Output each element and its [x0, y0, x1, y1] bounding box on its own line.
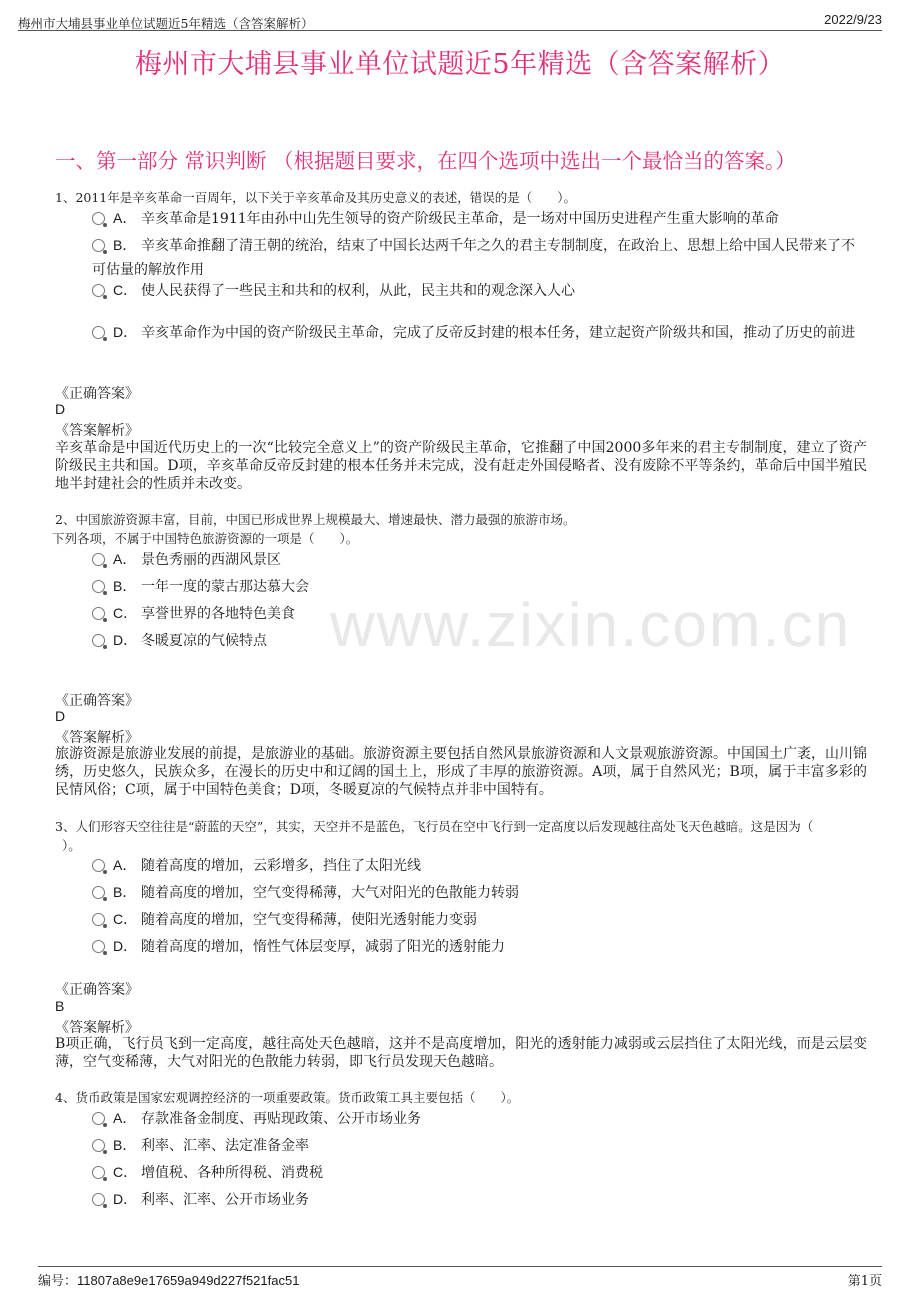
analysis-text: 旅游资源是旅游业发展的前提，是旅游业的基础。旅游资源主要包括自然风景旅游资源和人文景观旅游资源。中国国土广袤，山川锦绣，历史悠久，民族众多，在漫长的历史中和辽阔的国土上，形成了丰厚的旅游资源。A项，属于自然风光；B项，属于丰富多彩的民情风俗；C项，属于中国特色美食；D项，冬暖夏凉的气候特点并非中国特有。: [55, 746, 867, 798]
radio-icon[interactable]: [92, 1193, 105, 1206]
radio-icon[interactable]: [92, 634, 105, 647]
option-b[interactable]: B． 辛亥革命推翻了清王朝的统治，结束了中国长达两千年之久的君主专制制度，在政治上、思想上给中国人民带来了不可估量的解放作用: [92, 237, 855, 278]
page-title: 梅州市大埔县事业单位试题近5年精选（含答案解析）: [134, 49, 786, 80]
analysis-label: 《答案解析》: [55, 423, 139, 439]
question-stem: 3、人们形容天空往往是“蔚蓝的天空”，其实，天空并不是蓝色，飞行员在空中飞行到一定高度以后发现越往高处飞天色越暗。这是因为（: [55, 819, 814, 834]
correct-answer-label: 《正确答案》: [55, 693, 139, 709]
question-stem: 1、2011年是辛亥革命一百周年，以下关于辛亥革命及其历史意义的表述，错误的是（ ）。: [55, 190, 577, 205]
analysis-text: B项正确，飞行员飞到一定高度，越往高处天色越暗，这并不是高度增加，阳光的透射能力减弱或云层挡住了太阳光线，而是云层变薄，空气变稀薄，大气对阳光的色散能力转弱，即飞行员发现天色越暗。: [55, 1036, 867, 1070]
radio-icon[interactable]: [92, 886, 105, 899]
radio-icon[interactable]: [92, 940, 105, 953]
correct-answer: B: [55, 998, 65, 1014]
option-d[interactable]: D． 辛亥革命作为中国的资产阶级民主革命，完成了反帝反封建的根本任务，建立起资产阶级共和国，推动了历史的前进: [92, 320, 862, 345]
footer-divider: [38, 1266, 882, 1267]
option-a[interactable]: A． 随着高度的增加，云彩增多，挡住了太阳光线: [92, 853, 862, 878]
radio-icon[interactable]: [92, 607, 105, 620]
radio-icon[interactable]: [92, 284, 105, 297]
page-number: 第1页: [847, 1274, 882, 1289]
question-stem: 2、中国旅游资源丰富，目前，中国已形成世界上规模最大、增速最快、潜力最强的旅游市场。: [55, 512, 576, 527]
watermark: www.zixin.com.cn: [330, 591, 852, 660]
radio-icon[interactable]: [92, 326, 105, 339]
option-c[interactable]: C． 享誉世界的各地特色美食: [92, 601, 862, 626]
radio-icon[interactable]: [92, 1139, 105, 1152]
correct-answer-label: 《正确答案》: [55, 386, 139, 402]
correct-answer: D: [55, 401, 66, 417]
radio-icon[interactable]: [92, 580, 105, 593]
radio-icon[interactable]: [92, 1112, 105, 1125]
option-c[interactable]: C． 随着高度的增加，空气变得稀薄，使阳光透射能力变弱: [92, 907, 862, 932]
analysis-label: 《答案解析》: [55, 730, 139, 746]
document-id: 编号：11807a8e9e17659a949d227f521fac51: [38, 1273, 300, 1289]
analysis-label: 《答案解析》: [55, 1020, 139, 1036]
question-stem: 4、货币政策是国家宏观调控经济的一项重要政策。货币政策工具主要包括（ ）。: [55, 1090, 520, 1105]
correct-answer-label: 《正确答案》: [55, 982, 139, 998]
option-d[interactable]: D． 冬暖夏凉的气候特点: [92, 628, 862, 653]
option-b[interactable]: B． 一年一度的蒙古那达慕大会: [92, 574, 862, 599]
section-heading: 一、第一部分 常识判断 （根据题目要求，在四个选项中选出一个最恰当的答案。）: [55, 149, 796, 173]
option-c[interactable]: C． 使人民获得了一些民主和共和的权利，从此，民主共和的观念深入人心: [92, 278, 862, 303]
radio-icon[interactable]: [92, 553, 105, 566]
question-stem-line2: ）。: [62, 838, 81, 853]
header-doc-title: 梅州市大埔县事业单位试题近5年精选（含答案解析）: [18, 16, 314, 31]
header-divider: [18, 30, 882, 31]
option-b[interactable]: B． 随着高度的增加，空气变得稀薄，大气对阳光的色散能力转弱: [92, 880, 862, 905]
option-c[interactable]: C． 增值税、各种所得税、消费税: [92, 1160, 862, 1185]
question-stem-line2: 下列各项，不属于中国特色旅游资源的一项是（ ）。: [52, 531, 359, 546]
option-a[interactable]: A． 存款准备金制度、再贴现政策、公开市场业务: [92, 1106, 862, 1131]
radio-icon[interactable]: [92, 239, 105, 252]
option-a[interactable]: A． 景色秀丽的西湖风景区: [92, 547, 862, 572]
option-a[interactable]: A． 辛亥革命是1911年由孙中山先生领导的资产阶级民主革命，是一场对中国历史进程产生重大影响的革命: [92, 206, 862, 231]
header-date: 2022/9/23: [824, 12, 882, 27]
radio-icon[interactable]: [92, 859, 105, 872]
page-header: [18, 12, 882, 32]
radio-icon[interactable]: [92, 913, 105, 926]
option-d[interactable]: D． 随着高度的增加，惰性气体层变厚，减弱了阳光的透射能力: [92, 934, 862, 959]
analysis-text: 辛亥革命是中国近代历史上的一次“比较完全意义上”的资产阶级民主革命，它推翻了中国2000多年来的君主专制制度，建立了资产阶级民主共和国。D项，辛亥革命反帝反封建的根本任务并未完成，没有赶走外国侵略者、没有废除不平等条约，革命后中国半殖民地半封建社会的性质并未改变。: [55, 440, 867, 492]
option-b[interactable]: B． 利率、汇率、法定准备金率: [92, 1133, 862, 1158]
option-d[interactable]: D． 利率、汇率、公开市场业务: [92, 1187, 862, 1212]
correct-answer: D: [55, 708, 66, 724]
radio-icon[interactable]: [92, 212, 105, 225]
radio-icon[interactable]: [92, 1166, 105, 1179]
